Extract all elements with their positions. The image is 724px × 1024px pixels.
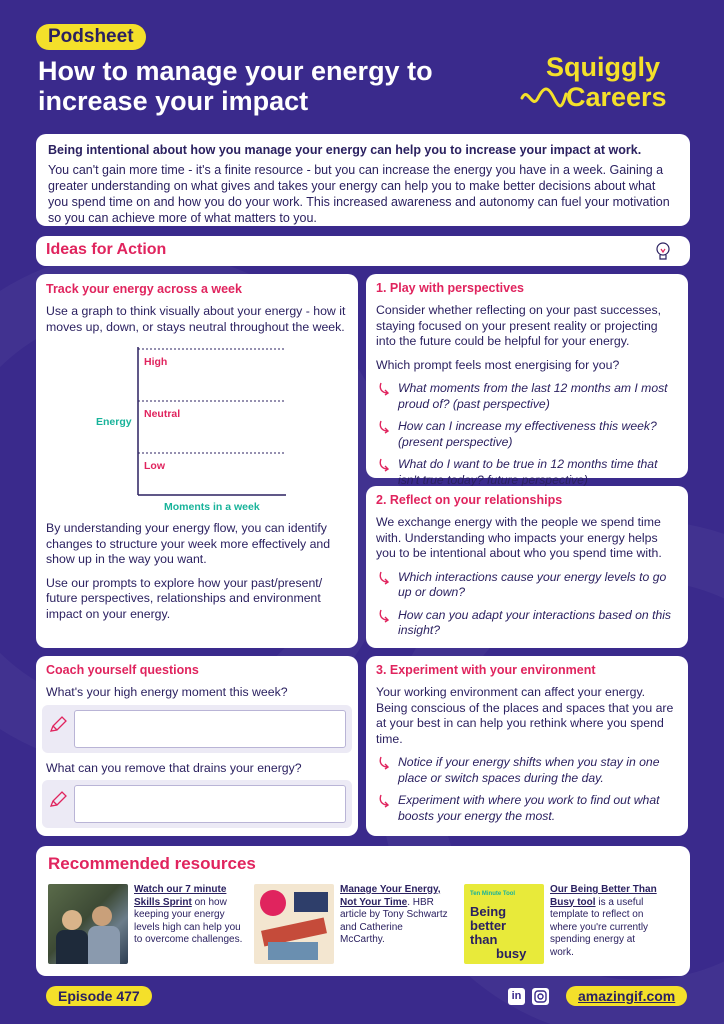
y-axis-label: Energy <box>96 416 132 428</box>
rel-heading: 2. Reflect on your relationships <box>376 493 563 507</box>
article-thumbnail <box>254 884 334 964</box>
relationships-card <box>366 486 688 648</box>
podsheet-badge: Podsheet <box>36 24 146 50</box>
book-title: Being <box>470 903 507 919</box>
list-item <box>376 793 678 824</box>
coach-questions-card <box>36 656 358 836</box>
book-tag: Ten Minute Tool <box>470 891 516 897</box>
video-thumbnail <box>48 884 128 964</box>
prompt-text: Notice if your energy shifts when you stay in one place or switch spaces during the day. <box>398 755 660 785</box>
book-title: busy <box>496 945 527 961</box>
prompt-text: What do I want to be true in 12 months time that isn't true today? future perspective) <box>398 457 658 487</box>
prompt-text: What moments from the last 12 months am I most proud of? (past perspective) <box>398 381 668 411</box>
play-paragraph: Which prompt feels most energising for you? <box>376 357 620 372</box>
resource-description: . HBR article by Tony Schwartz and Catherine McCarthy. <box>340 896 448 945</box>
track-paragraph: Use our prompts to explore how your past/present/ future perspectives, relationships and environment impact on your energy. <box>46 575 323 621</box>
arrow-bullet-icon <box>378 571 392 585</box>
resource-text <box>134 884 244 947</box>
lightbulb-icon <box>654 241 672 263</box>
play-perspectives-card <box>366 274 688 487</box>
prompt-text: Which interactions cause your energy levels to go up or down? <box>398 569 667 599</box>
intro-lead: Being intentional about how you manage your energy can help you to increase your impact at work. <box>48 143 642 157</box>
list-item <box>376 570 678 601</box>
track-heading: Track your energy across a week <box>46 282 242 296</box>
arrow-bullet-icon <box>378 756 392 770</box>
track-paragraph: Use a graph to think visually about your energy - how it moves up, down, or stays neutral throughout the week. <box>46 304 346 334</box>
level-label-neutral: Neutral <box>144 408 181 420</box>
tool-thumbnail <box>464 884 544 964</box>
book-title: better <box>470 917 507 933</box>
episode-badge: Episode 477 <box>46 986 152 1006</box>
env-paragraph: Your working environment can affect your energy. Being conscious of the places and spaces that you are at your best in can help you rethink where you spend time. <box>376 685 674 746</box>
instagram-icon[interactable] <box>532 988 549 1005</box>
linkedin-icon[interactable]: in <box>508 988 525 1005</box>
answer-area <box>42 780 352 828</box>
arrow-bullet-icon <box>378 382 392 396</box>
energy-chart-svg <box>46 343 346 515</box>
list-item <box>376 457 678 488</box>
squiggly-careers-logo <box>520 52 700 116</box>
answer-box[interactable] <box>74 710 346 748</box>
resources-heading: Recommended resources <box>48 854 256 873</box>
intro-body: You can't gain more time - it's a finite resource - but you can increase the energy you have in a week. Gaining a greater understanding on what gives and takes your energy can help you to make better decisions about what you spend time on and how you do your work. This increased awareness and autonomy can fuel your motivation so you can achieve more of what matters to you. <box>48 163 670 225</box>
list-item <box>376 755 678 786</box>
squiggle-icon <box>520 82 568 112</box>
env-heading: 3. Experiment with your environment <box>376 663 596 677</box>
title-line: increase your impact <box>38 86 309 116</box>
track-paragraph: By understanding your energy flow, you can identify changes to structure your week more effectively and show up in the way you want. <box>46 521 331 566</box>
instagram-glyph <box>532 988 549 1005</box>
resource-text <box>340 884 450 947</box>
pencil-icon <box>48 715 68 735</box>
resource-description: on how keeping your energy levels high can help you to overcome challenges. <box>134 896 243 945</box>
answer-area <box>42 705 352 753</box>
hbr-article-link[interactable]: Manage Your Energy, Not Your Time <box>340 884 441 908</box>
skills-sprint-link[interactable]: Watch our 7 minute Skills Sprint <box>134 884 227 908</box>
better-than-busy-link[interactable]: Our Being Better Than Busy tool <box>550 884 657 908</box>
x-axis-label: Moments in a week <box>164 501 260 513</box>
arrow-bullet-icon <box>378 420 392 434</box>
website-link[interactable]: amazingif.com <box>566 986 687 1006</box>
coach-question: What's your high energy moment this week? <box>46 685 288 699</box>
answer-box[interactable] <box>74 785 346 823</box>
rel-paragraph: We exchange energy with the people we spend time with. Understanding who impacts your energy helps you to be intentional about who you spend time with. <box>376 515 662 560</box>
logo-text: Careers <box>566 82 667 112</box>
resource-description: is a useful template to reflect on where you're currently spending energy at work. <box>550 896 649 958</box>
pencil-icon <box>48 790 68 810</box>
prompt-text: Experiment with where you work to find out what boosts your energy the most. <box>398 793 660 823</box>
energy-chart <box>46 343 348 515</box>
intro-card <box>36 134 690 226</box>
play-paragraph: Consider whether reflecting on your past successes, staying focused on your present reality or projecting into the future could be helpful for your energy. <box>376 303 662 348</box>
level-label-high: High <box>144 356 168 368</box>
arrow-bullet-icon <box>378 794 392 808</box>
level-label-low: Low <box>144 460 165 472</box>
coach-heading: Coach yourself questions <box>46 663 199 677</box>
logo-text: Squiggly <box>546 52 660 82</box>
coach-question: What can you remove that drains your energy? <box>46 760 302 775</box>
resources-card <box>36 846 690 976</box>
book-title: than <box>470 931 498 947</box>
page-title <box>38 56 518 116</box>
resource-text <box>550 884 660 959</box>
arrow-bullet-icon <box>378 609 392 623</box>
play-heading: 1. Play with perspectives <box>376 281 524 295</box>
prompt-text: How can you adapt your interactions based on this insight? <box>398 607 672 637</box>
environment-card <box>366 656 688 836</box>
ideas-heading: Ideas for Action <box>46 241 167 258</box>
list-item <box>376 381 678 412</box>
prompt-text: How can I increase my effectiveness this week? (present perspective) <box>398 419 657 449</box>
list-item <box>376 419 678 450</box>
track-energy-card <box>36 274 358 648</box>
list-item <box>376 608 678 639</box>
arrow-bullet-icon <box>378 458 392 472</box>
title-line: How to manage your energy to <box>38 56 433 86</box>
ideas-heading-bar <box>36 236 690 266</box>
